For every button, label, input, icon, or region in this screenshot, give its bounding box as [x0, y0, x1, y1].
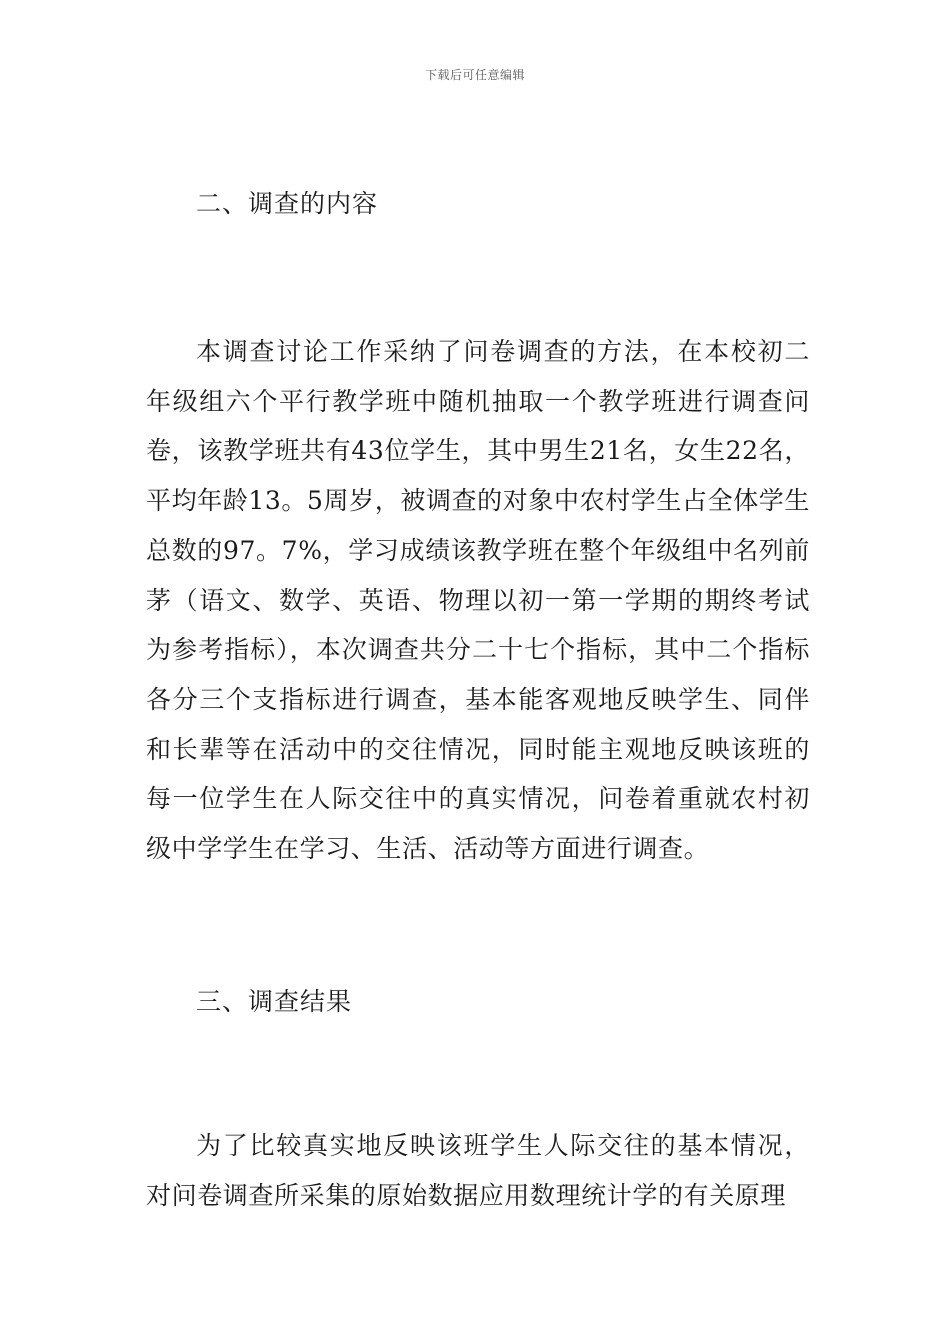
- page-header-note: 下载后可任意编辑: [424, 68, 525, 82]
- section-3-heading: 三、调查结果: [196, 987, 353, 1016]
- section-2-paragraph: 本调查讨论工作采纳了问卷调查的方法，在本校初二年级组六个平行教学班中随机抽取一个教学班进行调查问卷，该教学班共有43位学生，其中男生21名，女生22名，平均年龄13。5周岁，被调查的对象中农村学生占全体学生总数的97。7%，学习成绩该教学班在整个年级组中名列前茅（语文、数学、英语、物理以初一第一学期的期终考试为参考指标），本次调查共分二十七个指标，其中二个指标各分三个支指标进行调查，基本能客观地反映学生、同伴和长辈等在活动中的交往情况，同时能主观地反映该班的每一位学生在人际交往中的真实情况，问卷着重就农村初级中学学生在学习、生活、活动等方面进行调查。: [146, 337, 810, 864]
- section-3-paragraph: 为了比较真实地反映该班学生人际交往的基本情况，对问卷调查所采集的原始数据应用数理统计学的有关原理: [146, 1131, 810, 1210]
- section-2-heading: 二、调查的内容: [196, 189, 379, 218]
